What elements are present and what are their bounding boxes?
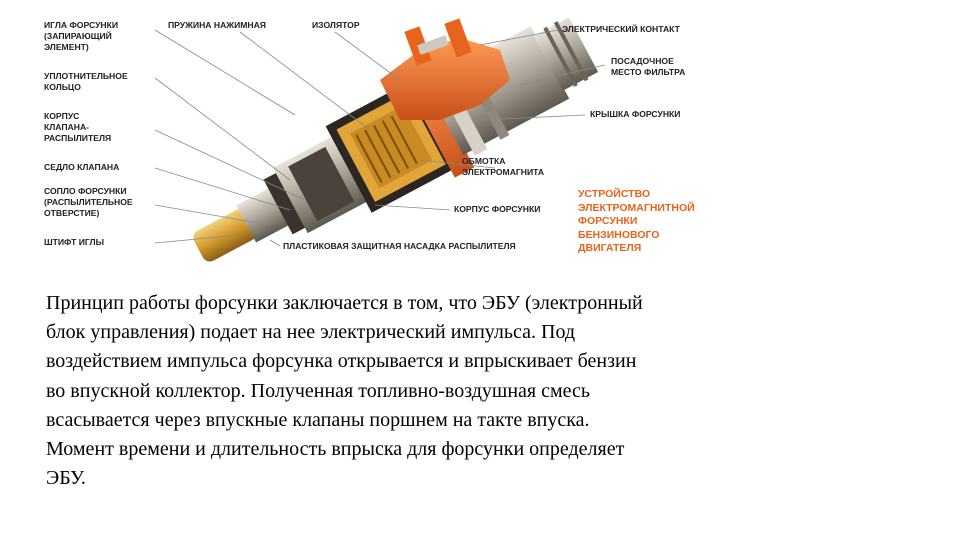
label-spring: ПРУЖИНА НАЖИМНАЯ — [168, 20, 266, 30]
label-valve-body: КОРПУС КЛАПАНА- РАСПЫЛИТЕЛЯ — [44, 111, 112, 143]
label-plastic-cap: ПЛАСТИКОВАЯ ЗАЩИТНАЯ НАСАДКА РАСПЫЛИТЕЛЯ — [283, 241, 516, 251]
label-needle-pin: ШТИФТ ИГЛЫ — [44, 237, 104, 247]
label-valve-seat: СЕДЛО КЛАПАНА — [44, 162, 120, 172]
label-needle: ИГЛА ФОРСУНКИ (ЗАПИРАЮЩИЙ ЭЛЕМЕНТ) — [44, 20, 119, 52]
nozzle-tip — [172, 10, 610, 265]
label-coil: ОБМОТКА ЭЛЕКТРОМАГНИТА — [462, 156, 545, 177]
label-cover: КРЫШКА ФОРСУНКИ — [590, 109, 681, 119]
body-paragraph: Принцип работы форсунки заключается в том, что ЭБУ (электронный блок управления) подает на нее электрический импульса. Под воздействием импульса форсунка открывается и впрыскивает бензин во впускной коллектор. Полученная топливно-воздушная смесь всасывается через впускные клапаны поршнем на такте впуска. Момент времени и длительность впрыска для форсунки определяет ЭБУ. — [46, 292, 643, 490]
label-seal-ring: УПЛОТНИТЕЛЬНОЕ КОЛЬЦО — [44, 71, 128, 92]
label-insulator: ИЗОЛЯТОР — [312, 20, 360, 30]
label-filter-seat: ПОСАДОЧНОЕ МЕСТО ФИЛЬТРА — [611, 56, 686, 77]
label-nozzle: СОПЛО ФОРСУНКИ (РАСПЫЛИТЕЛЬНОЕ ОТВЕРСТИЕ) — [44, 186, 133, 218]
label-injector-body: КОРПУС ФОРСУНКИ — [454, 204, 541, 214]
figure-caption: УСТРОЙСТВО ЭЛЕКТРОМАГНИТНОЙ ФОРСУНКИ БЕНЗИНОВОГО ДВИГАТЕЛЯ — [578, 188, 695, 254]
label-electric-contact: ЭЛЕКТРИЧЕСКИЙ КОНТАКТ — [562, 24, 680, 34]
injector-figure — [40, 10, 712, 265]
